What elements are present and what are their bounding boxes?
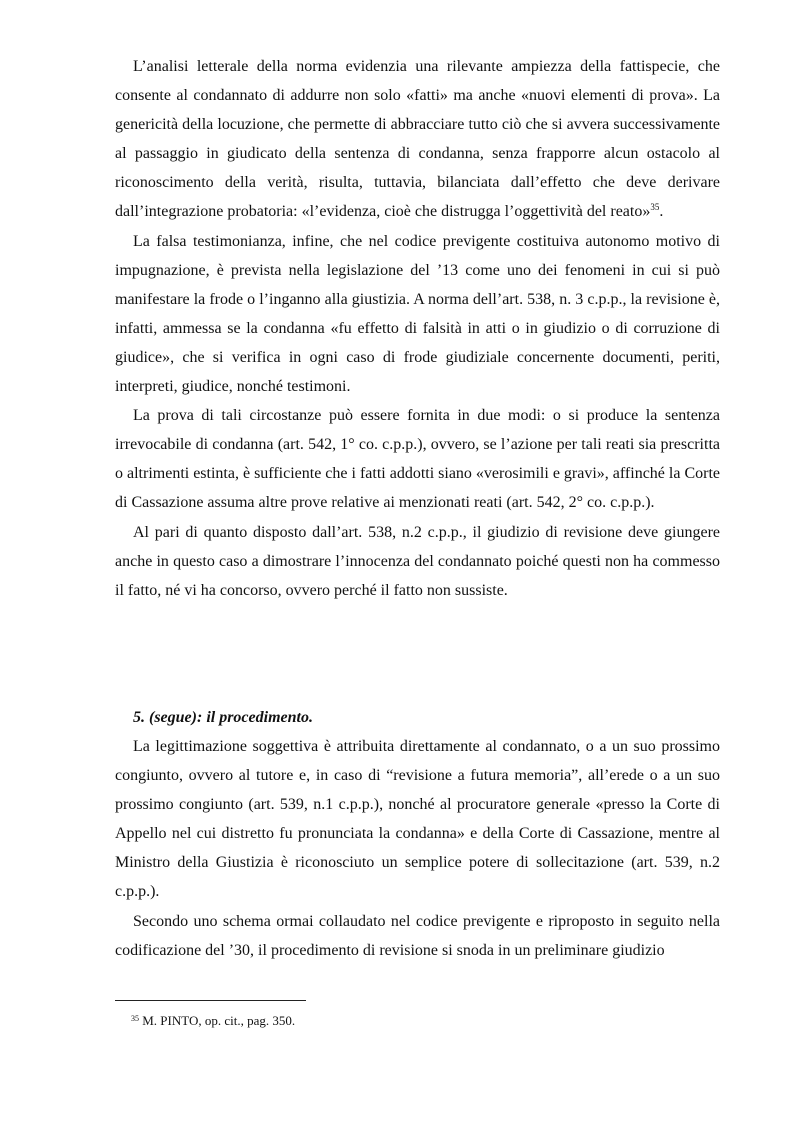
section-heading: 5. (segue): il procedimento.	[133, 709, 313, 726]
paragraph: Al pari di quanto disposto dall’art. 538, n.2 c.p.p., il giudizio di revisione deve giungere anche in questo caso a dimostrare l’innocenza del condannato poiché questi non ha commesso il fatto, né vi ha concorso, ovvero perché il fatto non sussiste.	[115, 523, 720, 599]
paragraph-text: L’analisi letterale della norma evidenzia una rilevante ampiezza della fattispecie, che consente al condannato di addurre non solo «fatti» ma anche «nuovi elementi di prova». La genericità della locuzione, che permette di abbracciare tutto ciò che si avvera successivamente al passaggio in giudicato della sentenza di condanna, senza frapporre alcun ostacolo al riconoscimento della verità, risulta, tuttavia, bilanciata dall’effetto che deve derivare dall’integrazione probatoria: «l’evidenza, cioè che distrugga l’oggettività del reato»	[115, 58, 720, 221]
footnote-separator	[115, 1000, 306, 1001]
paragraph: La legittimazione soggettiva è attribuita direttamente al condannato, o a un suo prossimo congiunto, ovvero al tutore e, in caso di “revisione a futura memoria”, all’erede o a un suo prossimo congiunto (art. 539, n.1 c.p.p.), nonché al procuratore generale «presso la Corte di Appello nel cui distretto fu pronunciata la condanna» e della Corte di Cassazione, mentre al Ministro della Giustizia è riconosciuto un semplice potere di sollecitazione (art. 539, n.2 c.p.p.).	[115, 738, 720, 901]
paragraph: La falsa testimonianza, infine, che nel codice previgente costituiva autonomo motivo di impugnazione, è prevista nella legislazione del ’13 come uno dei fenomeni in cui si può manifestare la frode o l’inganno alla giustizia. A norma dell’art. 538, n. 3 c.p.p., la revisione è, infatti, ammessa se la condanna «fu effetto di falsità in atti o in giudizio o di corruzione di giudice», che si verifica in ogni caso di frode giudiziale concernente documenti, periti, interpreti, giudice, nonché testimoni.	[115, 232, 720, 396]
paragraph: Secondo uno schema ormai collaudato nel codice previgente e riproposto in seguito nella codificazione del ’30, il procedimento di revisione si snoda in un preliminare giudizio	[115, 912, 720, 959]
footnote-number: 35	[131, 1014, 139, 1023]
paragraph-tail: .	[659, 203, 664, 221]
paragraph: La prova di tali circostanze può essere fornita in due modi: o si produce la sentenza irrevocabile di condanna (art. 542, 1° co. c.p.p.), ovvero, se l’azione per tali reati sia prescritta o altrimenti estinta, è sufficiente che i fatti addotti siano «verosimili e gravi», affinché la Corte di Cassazione assuma altre prove relative ai menzionati reati (art. 542, 2° co. c.p.p.).	[115, 407, 720, 512]
footnote	[131, 1012, 295, 1030]
footnote-reference[interactable]: 35	[650, 202, 660, 213]
footnote-text: M. PINTO, op. cit., pag. 350.	[139, 1013, 296, 1028]
paragraph	[115, 52, 720, 227]
body-text-part2	[115, 732, 720, 965]
body-text-part1	[115, 52, 720, 605]
